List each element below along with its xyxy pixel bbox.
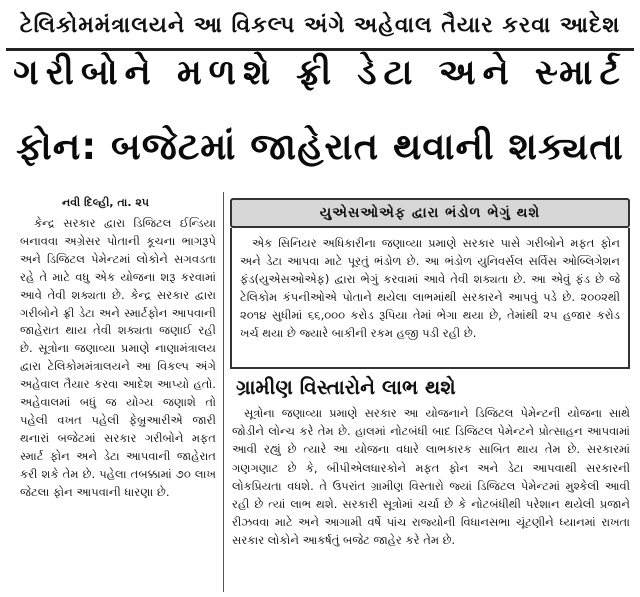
right-column — [232, 404, 630, 590]
top-rule — [6, 48, 634, 51]
box-heading: યુએસઓએફ દ્વારા ભંડોળ ભેગું થશે — [319, 205, 541, 221]
kicker-headline: ટેલિકોમમંત્રાલયને આ વિકલ્પ અંગે અહેવાલ તૈયાર કરવા આદેશ — [19, 13, 621, 38]
headline-line-1: ગરીબોને મળશે ફ્રી ડેટા અને સ્માર્ટ — [13, 53, 627, 93]
headline-line-2: ફોન: બજેટમાં જાહેરાત થવાની શક્યતા — [16, 125, 624, 168]
dateline: નવી દિલ્હી, તા. ૨૫ — [62, 196, 150, 209]
boxed-article-body: એક સિનિયર અધિકારીના જણાવ્યા પ્રમાણે સરકાર પાસે ગરીબોને મફત ફોન અને ડેટા આપવા માટે પૂરતું ભંડોળ છે. આ ભંડોળ યુનિવર્સલ સર્વિસ ઓબ્લિગેશન ફંડ(યુએસઓએફ) દ્વારા ભેગું કરવામાં આવે તેવી શક્યતા છે. આ એવું ફંડ છે જે ટેલિકોમ કંપનીઓએ પોતાને થયેલા લાભમાંથી સરકારને આપવું પડે છે. ૨૦૦૨થી ૨૦૧૪ સુધીમાં ૬૬,૦૦૦ કરોડ રૂપિયા તેમાં ભેગા થયા છે, તેમાંથી ૨૫ હજાર કરોડ ખર્ચ થયા છે જ્યારે બાકીની રકમ હજી પડી રહી છે. — [240, 236, 620, 340]
box-heading-banner — [230, 198, 630, 228]
left-column — [20, 215, 216, 587]
boxed-article — [230, 228, 630, 369]
left-column-body: કેન્દ્ર સરકાર દ્વારા ડિજિટલ ઈન્ડિયા બનાવવા અગ્રેસર પોતાની કૂચના ભાગરૂપે અને ડિજિટલ પેમેન્ટમાં લોકોને સગવડતા રહે તે માટે વધુ એક યોજના શરૂ કરવામાં આવે તેવી શક્યતા છે. કેન્દ્ર સરકાર દ્વારા ગરીબોને ફ્રી ડેટા અને સ્માર્ટફોન આપવાની જાહેરાત થાય તેવી શક્યતા જણાઈ રહી છે. સૂત્રોના જણાવ્યા પ્રમાણે નાણામંત્રાલય દ્વારા ટેલિકોમમંત્રાલયને આ વિકલ્પ અંગે અહેવાલ તૈયાર કરવા આદેશ આપ્યો હતો. અહેવાલમાં બધું જ યોગ્ય જણાશે તો પહેલી વખત પહેલી ફેબ્રુઆરીએ જારી થનારાં બજેટમાં સરકાર ગરીબોને મફત સ્માર્ટ ફોન અને ડેટા આપવાની જાહેરાત કરી શકે તેમ છે. પહેલા તબક્કામાં ૭૦ લાખ જેટલા ફોન આપવાની ધારણા છે. — [20, 216, 216, 499]
column-divider — [223, 192, 224, 592]
section-body: સૂત્રોના જણાવ્યા પ્રમાણે સરકાર આ યોજનાને ડિજિટલ પેમેન્ટની યોજના સાથે જોડીને લોન્ચ કરે તેમ છે. હાલમાં નોટબંધી બાદ ડિજિટલ પેમેન્ટને પ્રોત્સાહન આપવામાં આવી રહ્યું છે ત્યારે આ યોજના વધારે લાભકારક સાબિત થાય તેમ છે. સરકારમાં ગણગણાટ છે કે, બીપીએલધારકોને મફત ફોન અને ડેટા આપવાથી સરકારની લોકપ્રિયતા વધશે. તે ઉપરાંત ગ્રામીણ વિસ્તારો જ્યાં ડિજિટલ પેમેન્ટમાં મુશ્કેલી આવી રહી છે ત્યાં લાભ થશે. સરકારી સૂત્રોમાં ચર્ચા છે કે નોટબંધીથી પરેશાન થયેલી પ્રજાને રીઝવવા માટે અને આગામી વર્ષે પાંચ રાજ્યોની વિધાનસભા ચૂંટણીને ધ્યાનમાં રાખતા સરકાર લોકોને આકર્ષતું બજેટ જાહેર કરે તેમ છે. — [232, 406, 630, 548]
section-heading: ગ્રામીણ વિસ્તારોને લાભ થશે — [236, 375, 456, 399]
